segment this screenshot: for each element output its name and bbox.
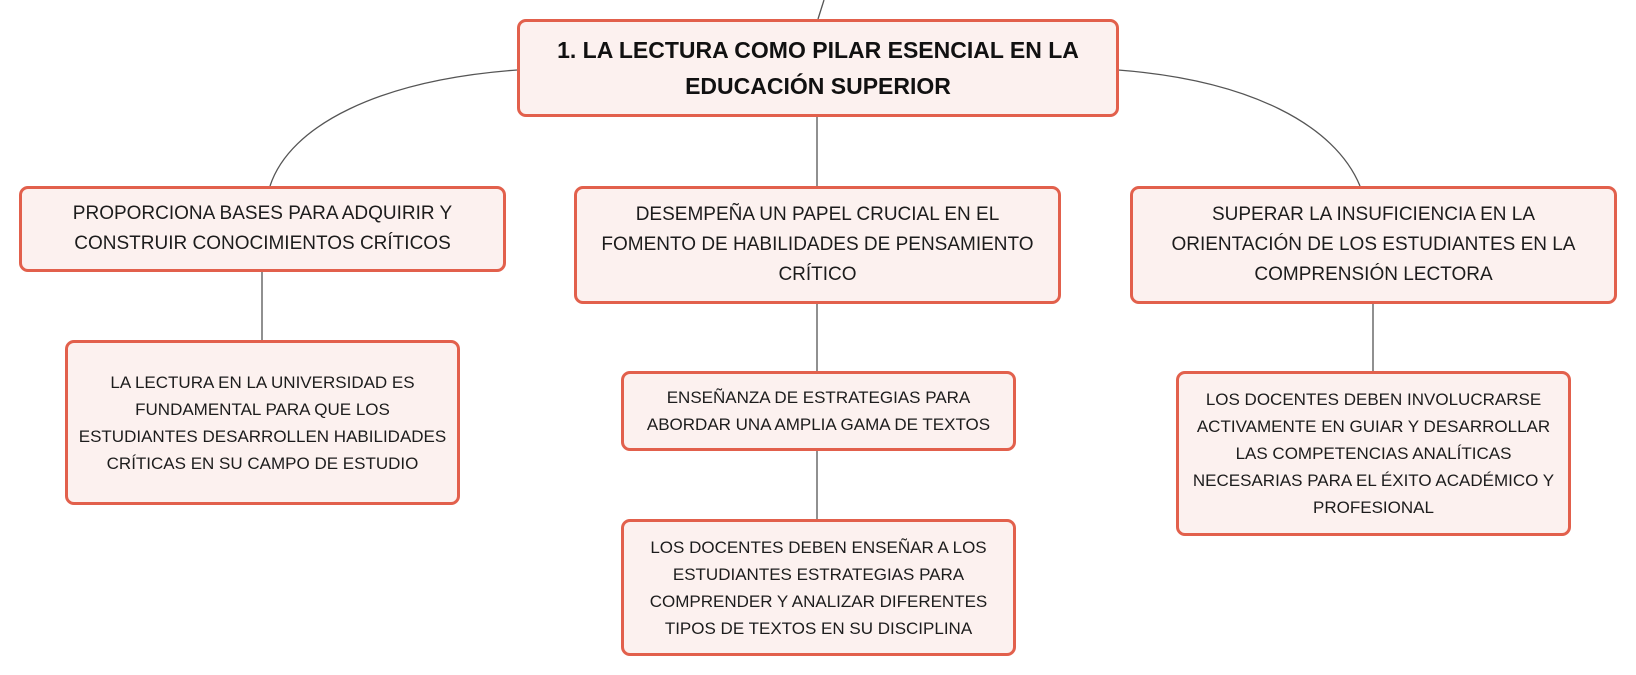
root-node[interactable] <box>517 19 1119 117</box>
node-left-child[interactable] <box>65 340 460 505</box>
connector-root-left <box>270 70 517 186</box>
connector-root-right <box>1118 70 1360 186</box>
node-center[interactable] <box>574 186 1061 304</box>
node-center-grandchild[interactable] <box>621 519 1016 656</box>
node-center-grandchild-label: LOS DOCENTES DEBEN ENSEÑAR A LOS ESTUDIANTES ESTRATEGIAS PARA COMPRENDER Y ANALIZAR DIFERENTES TIPOS DE TEXTOS EN SU DISCIPLINA <box>649 537 988 638</box>
node-left-child-label: LA LECTURA EN LA UNIVERSIDAD ES FUNDAMENTAL PARA QUE LOS ESTUDIANTES DESARROLLEN HABILIDADES CRÍTICAS EN SU CAMPO DE ESTUDIO <box>78 372 447 473</box>
node-center-label: DESEMPEÑA UN PAPEL CRUCIAL EN EL FOMENTO DE HABILIDADES DE PENSAMIENTO CRÍTICO <box>601 204 1034 285</box>
node-center-child[interactable] <box>621 371 1016 451</box>
node-right[interactable] <box>1130 186 1617 304</box>
node-right-child[interactable] <box>1176 371 1571 536</box>
connector-incoming <box>818 0 824 19</box>
node-right-child-label: LOS DOCENTES DEBEN INVOLUCRARSE ACTIVAMENTE EN GUIAR Y DESARROLLAR LAS COMPETENCIAS ANALÍTICAS NECESARIAS PARA EL ÉXITO ACADÉMICO Y PROFESIONAL <box>1192 390 1555 517</box>
node-left[interactable] <box>19 186 506 272</box>
node-left-label: PROPORCIONA BASES PARA ADQUIRIR Y CONSTRUIR CONOCIMIENTOS CRÍTICOS <box>72 203 453 254</box>
node-right-label: SUPERAR LA INSUFICIENCIA EN LA ORIENTACIÓN DE LOS ESTUDIANTES EN LA COMPRENSIÓN LECTORA <box>1171 204 1576 285</box>
node-center-child-label: ENSEÑANZA DE ESTRATEGIAS PARA ABORDAR UNA AMPLIA GAMA DE TEXTOS <box>646 388 991 434</box>
root-node-label: 1. LA LECTURA COMO PILAR ESENCIAL EN LA EDUCACIÓN SUPERIOR <box>557 37 1079 99</box>
